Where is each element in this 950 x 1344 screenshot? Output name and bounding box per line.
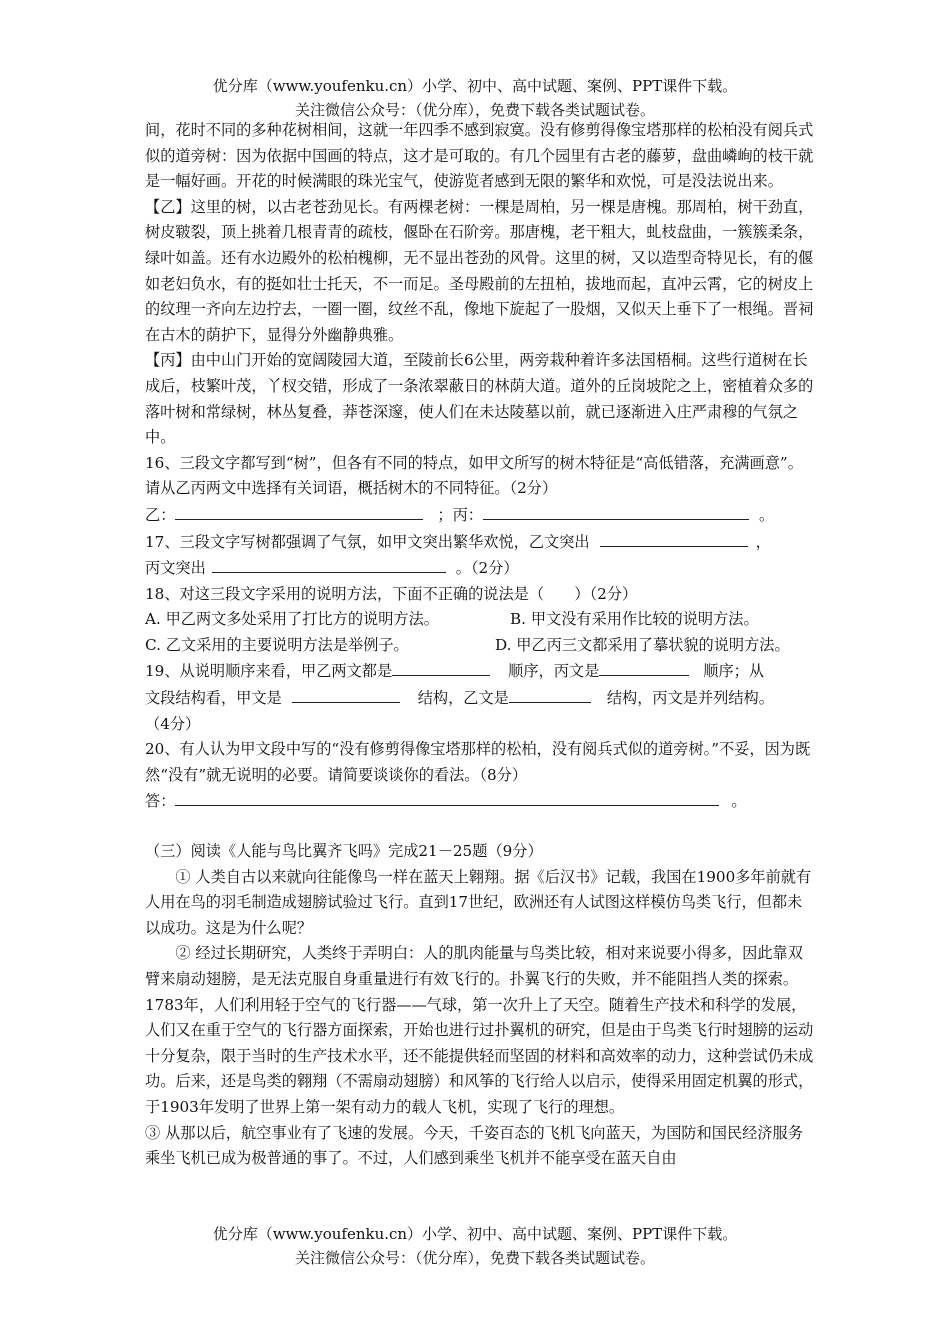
q18-options-row-2 [145, 633, 817, 659]
q18-option-c[interactable]: C. 乙文采用的主要说明方法是举例子。 [145, 635, 409, 654]
q16-end: 。 [758, 505, 775, 524]
q17-end: 。（2分） [455, 559, 519, 578]
q19-text-3: 顺序；从 [703, 662, 765, 681]
q18-options-row-1 [145, 607, 817, 633]
q18-option-a[interactable]: A. 甲乙两文多处采用了打比方的说明方法。 [145, 610, 439, 629]
section-3-paragraph-2: ② 经过长期研究，人类终于弄明白：人的肌肉能量与鸟类比较，相对来说要小得多，因此靠双臂来扇动翅膀，是无法克服自身重量进行有效飞行的。扑翼飞行的失败，并不能阻挡人类的探索。1783年，人们利用轻于空气的飞行器——气球，第一次升上了天空。随着生产技术和科学的发展，人们又在重于空气的飞行器方面探索，开始也进行过扑翼机的研究，但是由于鸟类飞行时翅膀的运动十分复杂，限于当时的生产技术水平，还不能提供轻而坚固的材料和高效率的动力，这种尝试仍未成功。后来，还是鸟类的翱翔（不需扇动翅膀）和风筝的飞行给人以启示，使得采用固定机翼的形式，于1903年发明了世界上第一架有动力的载人飞机，实现了飞行的理想。 [145, 944, 814, 1116]
q19-blank-2[interactable] [599, 658, 689, 676]
question-20-answer-line [145, 788, 817, 815]
q20-answer-blank[interactable] [175, 788, 719, 806]
q19-blank-3[interactable] [292, 685, 400, 703]
q17-part1: 17、三段文字写树都强调了气氛，如甲文突出繁华欢悦，乙文突出 [145, 532, 590, 551]
question-16-answer-line [145, 502, 817, 529]
q18-option-d[interactable]: D. 甲乙丙三文都采用了摹状貌的说明方法。 [495, 635, 790, 654]
q19-blank-1[interactable] [392, 658, 490, 676]
question-19 [145, 658, 817, 685]
passage-jia-tail: 间，花时不同的多种花树相间，这就一年四季不感到寂寞。没有修剪得像宝塔那样的松柏没有阅兵式似的道旁树：因为依据中国画的特点，这才是可取的。有几个园里有古老的藤萝，盘曲嶙峋的枝干就是一幅好画。开花的时候满眼的珠光宝气，使游览者感到无限的繁华和欢悦，可是没法说出来。 [145, 121, 814, 191]
document-body [145, 118, 817, 1172]
question-18: 18、对这三段文字采用的说明方法，下面不正确的说法是（ ）（2分） [145, 584, 638, 603]
q16-yi-blank[interactable] [175, 502, 423, 520]
question-19-line2 [145, 685, 817, 712]
q19-text-1: 19、从说明顺序来看，甲乙两文都是 [145, 662, 393, 681]
section-3-title: （三）阅读《人能与鸟比翼齐飞吗》完成21－25题（9分） [145, 842, 543, 861]
footer-line-2: 关注微信公众号：（优分库），免费下载各类试题试卷。 [294, 1249, 655, 1267]
q20-end: 。 [731, 792, 747, 811]
q17-comma: ， [755, 532, 771, 551]
passage-bing: 【丙】由中山门开始的宽阔陵园大道，至陵前长6公里，两旁栽种着许多法国梧桐。这些行道树在长成后，枝繁叶茂，丫杈交错，形成了一条浓翠蔽日的林荫大道。道外的丘岗坡陀之上，密植着众多的落叶树和常绿树，林丛复叠，莽苍深邃，使人们在未达陵墓以前，就已逐渐进入庄严肃穆的气氛之中。 [145, 351, 814, 447]
q16-separator: ；丙： [437, 505, 483, 524]
question-17-line2 [145, 555, 817, 582]
q19-blank-4[interactable] [509, 685, 591, 703]
page-header [0, 74, 950, 122]
q16-bing-blank[interactable] [483, 502, 749, 520]
question-17 [145, 529, 817, 556]
q18-option-b[interactable]: B. 甲文没有采用作比较的说明方法。 [510, 610, 759, 629]
section-3-paragraph-1: ① 人类自古以来就向往能像鸟一样在蓝天上翱翔。据《后汉书》记载，我国在1900多年前就有人用在鸟的羽毛制造成翅膀试验过飞行。直到17世纪，欧洲还有人试图这样模仿鸟类飞行，但都未以成功。这是为什么呢？ [145, 867, 812, 937]
q17-bing-blank[interactable] [212, 555, 446, 573]
header-line-2: 关注微信公众号：（优分库），免费下载各类试题试卷。 [294, 101, 655, 119]
question-19-score: （4分） [145, 714, 201, 733]
q19-text-4: 文段结构看，甲文是 [145, 689, 282, 708]
header-line-1: 优分库（www.youfenku.cn）小学、初中、高中试题、案例、PPT课件下载。 [212, 77, 738, 95]
passage-yi: 【乙】这里的树，以古老苍劲见长。有两棵老树：一棵是周柏，另一棵是唐槐。那周柏，树干劲直，树皮皲裂，顶上挑着几根青青的疏枝，偃卧在石阶旁。那唐槐，老干粗大，虬枝盘曲，一簇簇柔条，绿叶如盖。还有水边殿外的松柏槐柳，无不显出苍劲的风骨。这里的树，又以造型奇特见长，有的偃如老妇负水，有的挺如壮士托天，不一而足。圣母殿前的左扭柏，拔地而起，直冲云霄，它的树皮上的纹理一齐向左边拧去，一圈一圈，纹丝不乱，像地下旋起了一股烟，又似天上垂下了一根绳。晋祠在古木的荫护下，显得分外幽静典雅。 [145, 197, 814, 344]
page-footer [0, 1222, 950, 1270]
q19-text-5: 结构，乙文是 [417, 689, 509, 708]
q19-text-2: 顺序，丙文是 [508, 662, 600, 681]
q20-answer-label: 答： [145, 792, 176, 811]
question-20: 20、有人认为甲文段中写的“没有修剪得像宝塔那样的松柏，没有阅兵式似的道旁树。”不妥，因为既然“没有”就无说明的必要。请简要谈谈你的看法。（8分） [145, 740, 811, 784]
q17-yi-blank[interactable] [600, 529, 748, 547]
footer-line-1: 优分库（www.youfenku.cn）小学、初中、高中试题、案例、PPT课件下载。 [212, 1225, 738, 1243]
section-3-paragraph-3: ③ 从那以后，航空事业有了飞速的发展。今天，千姿百态的飞机飞向蓝天，为国防和国民经济服务乘坐飞机已成为极普通的事了。不过，人们感到乘坐飞机并不能享受在蓝天自由 [145, 1123, 803, 1168]
q16-yi-label: 乙： [145, 505, 176, 524]
q17-part2: 丙文突出 [145, 559, 206, 578]
q19-text-6: 结构，丙文是并列结构。 [606, 689, 774, 708]
question-16: 16、三段文字都写到“树”，但各有不同的特点，如甲文所写的树木特征是“高低错落，充满画意”。请从乙丙两文中选择有关词语，概括树木的不同特征。（2分） [145, 453, 803, 498]
